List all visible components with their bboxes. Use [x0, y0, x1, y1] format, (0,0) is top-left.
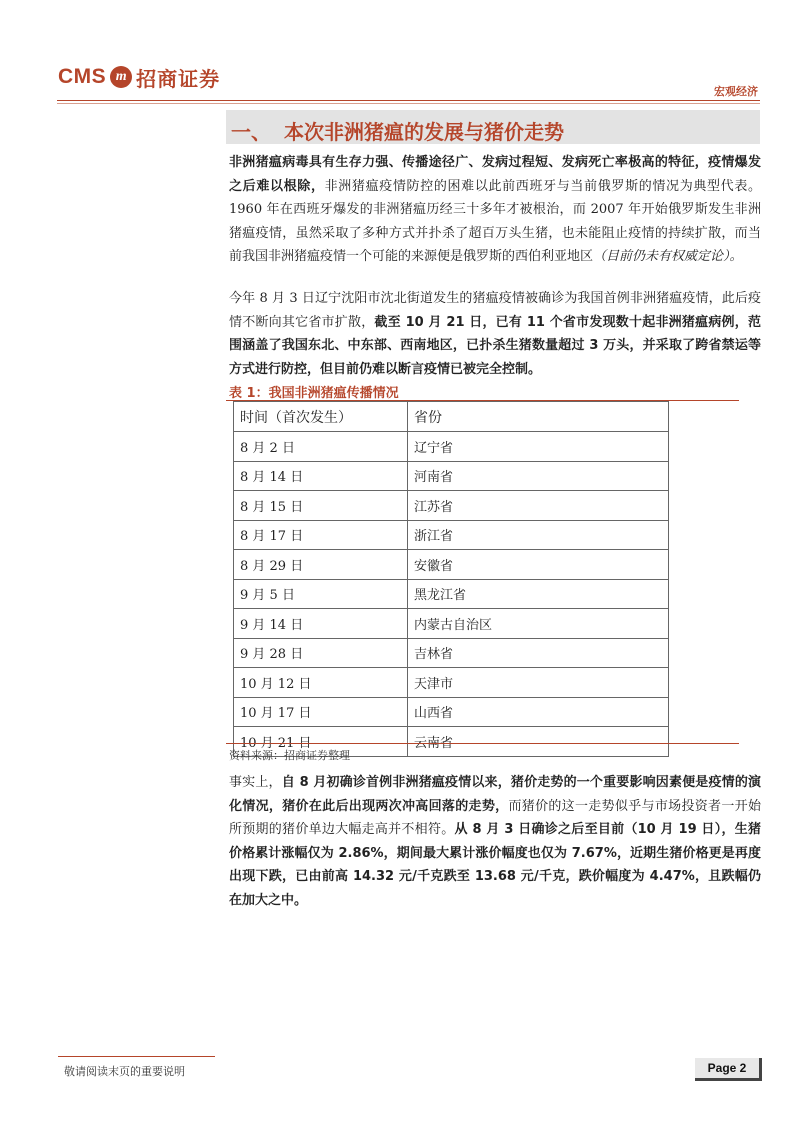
paragraph-1-italic: （目前仍未有权威定论）。: [593, 249, 743, 264]
table-cell-province: 浙江省: [408, 520, 669, 550]
table-cell-date: 8 月 29 日: [234, 550, 408, 580]
table-header-province: 省份: [408, 402, 669, 432]
logo-latin: CMS: [58, 65, 107, 88]
header-divider: [57, 100, 760, 101]
table-cell-date: 10 月 12 日: [234, 668, 408, 698]
paragraph-2-text: 今年 8 月 3 日辽宁沈阳市沈北街道发生的猪瘟疫情被确诊为我国首例非洲猪瘟疫情，此后疫情不断向其它省市扩散，: [229, 291, 761, 330]
paragraph-3: [229, 771, 761, 912]
table-cell-province: 辽宁省: [408, 432, 669, 462]
table-row: [234, 432, 669, 462]
table-row: [234, 579, 669, 609]
table-bottom-rule: [226, 743, 739, 744]
paragraph-3-bold-1: 自 8 月初确诊首例非洲猪瘟疫情以来，猪价走势的一个重要影响因素便是疫情的演化情况，猪价在此后出现两次冲高回落的走势，: [229, 775, 761, 814]
table-source: 资料来源：招商证券整理: [229, 749, 350, 762]
table-cell-province: 内蒙古自治区: [408, 609, 669, 639]
paragraph-2: [229, 287, 761, 381]
brand-logo: [58, 62, 220, 92]
footer-divider: [58, 1056, 215, 1057]
table-cell-date: 10 月 21 日: [234, 727, 408, 757]
table-header-row: [234, 402, 669, 432]
table-cell-date: 8 月 17 日: [234, 520, 408, 550]
province-spread-table: [233, 401, 669, 757]
logo-mark-icon: m: [110, 66, 132, 88]
table-cell-province: 吉林省: [408, 638, 669, 668]
paragraph-3-lead: 事实上，: [229, 775, 282, 790]
table-row: [234, 520, 669, 550]
table-cell-province: 云南省: [408, 727, 669, 757]
paragraph-1: [229, 151, 761, 269]
table-cell-date: 8 月 14 日: [234, 461, 408, 491]
paragraph-2-bold: 截至 10 月 21 日，已有 11 个省市发现数十起非洲猪瘟病例，范围涵盖了我国东北、中东部、西南地区，已扑杀生猪数量超过 3 万头，并采取了跨省禁运等方式进行防控，但目前仍难以断言疫情已被完全控制。: [229, 314, 761, 377]
table-row: [234, 491, 669, 521]
table-cell-province: 山西省: [408, 697, 669, 727]
table-row: [234, 668, 669, 698]
paragraph-1-text: 非洲猪瘟疫情防控的困难以此前西班牙与当前俄罗斯的情况为典型代表。1960 年在西班牙爆发的非洲猪瘟历经三十多年才被根治，而 2007 年开始俄罗斯发生非洲猪瘟疫情，虽然采取了多种方式并扑杀了超百万头生猪，也未能阻止疫情的持续扩散，而当前我国非洲猪瘟疫情一个可能的来源便是俄罗斯的西伯利亚地区: [229, 178, 761, 264]
paragraph-1-bold: 非洲猪瘟病毒具有生存力强、传播途径广、发病过程短、发病死亡率极高的特征，疫情爆发之后难以根除，: [229, 155, 761, 194]
table-cell-date: 10 月 17 日: [234, 697, 408, 727]
table-row: [234, 638, 669, 668]
table-cell-date: 8 月 2 日: [234, 432, 408, 462]
section-heading-number: 一、: [231, 120, 271, 144]
table-cell-province: 江苏省: [408, 491, 669, 521]
table-caption: 表 1：我国非洲猪瘟传播情况: [229, 386, 399, 401]
table-cell-date: 8 月 15 日: [234, 491, 408, 521]
table-cell-province: 天津市: [408, 668, 669, 698]
table-header-date: 时间（首次发生）: [234, 402, 408, 432]
table-cell-date: 9 月 14 日: [234, 609, 408, 639]
header-divider-secondary: [57, 103, 760, 104]
table-cell-province: 河南省: [408, 461, 669, 491]
table-cell-province: 安徽省: [408, 550, 669, 580]
section-heading-title: 本次非洲猪瘟的发展与猪价走势: [284, 120, 564, 144]
footer-note: 敬请阅读末页的重要说明: [64, 1065, 185, 1078]
table-cell-province: 黑龙江省: [408, 579, 669, 609]
table-cell-date: 9 月 28 日: [234, 638, 408, 668]
table-row: [234, 609, 669, 639]
paragraph-3-text: 而猪价的这一走势似乎与市场投资者一开始所预期的猪价单边大幅走高并不相符。: [229, 798, 761, 837]
logo-chinese: 招商证券: [136, 66, 221, 91]
table-row: [234, 550, 669, 580]
table-row: [234, 461, 669, 491]
section-label: 宏观经济: [714, 85, 758, 98]
table-cell-date: 9 月 5 日: [234, 579, 408, 609]
paragraph-3-bold-2: 从 8 月 3 日确诊之后至目前（10 月 19 日），生猪价格累计涨幅仅为 2.86%，期间最大累计涨价幅度也仅为 7.67%，近期生猪价格更是再度出现下跌，已由前高 14.32 元/千克跌至 13.68 元/千克，跌价幅度为 4.47%，且跌幅仍在加大之中。: [229, 822, 761, 908]
table-row: [234, 697, 669, 727]
page-number-badge: Page 2: [695, 1058, 762, 1081]
